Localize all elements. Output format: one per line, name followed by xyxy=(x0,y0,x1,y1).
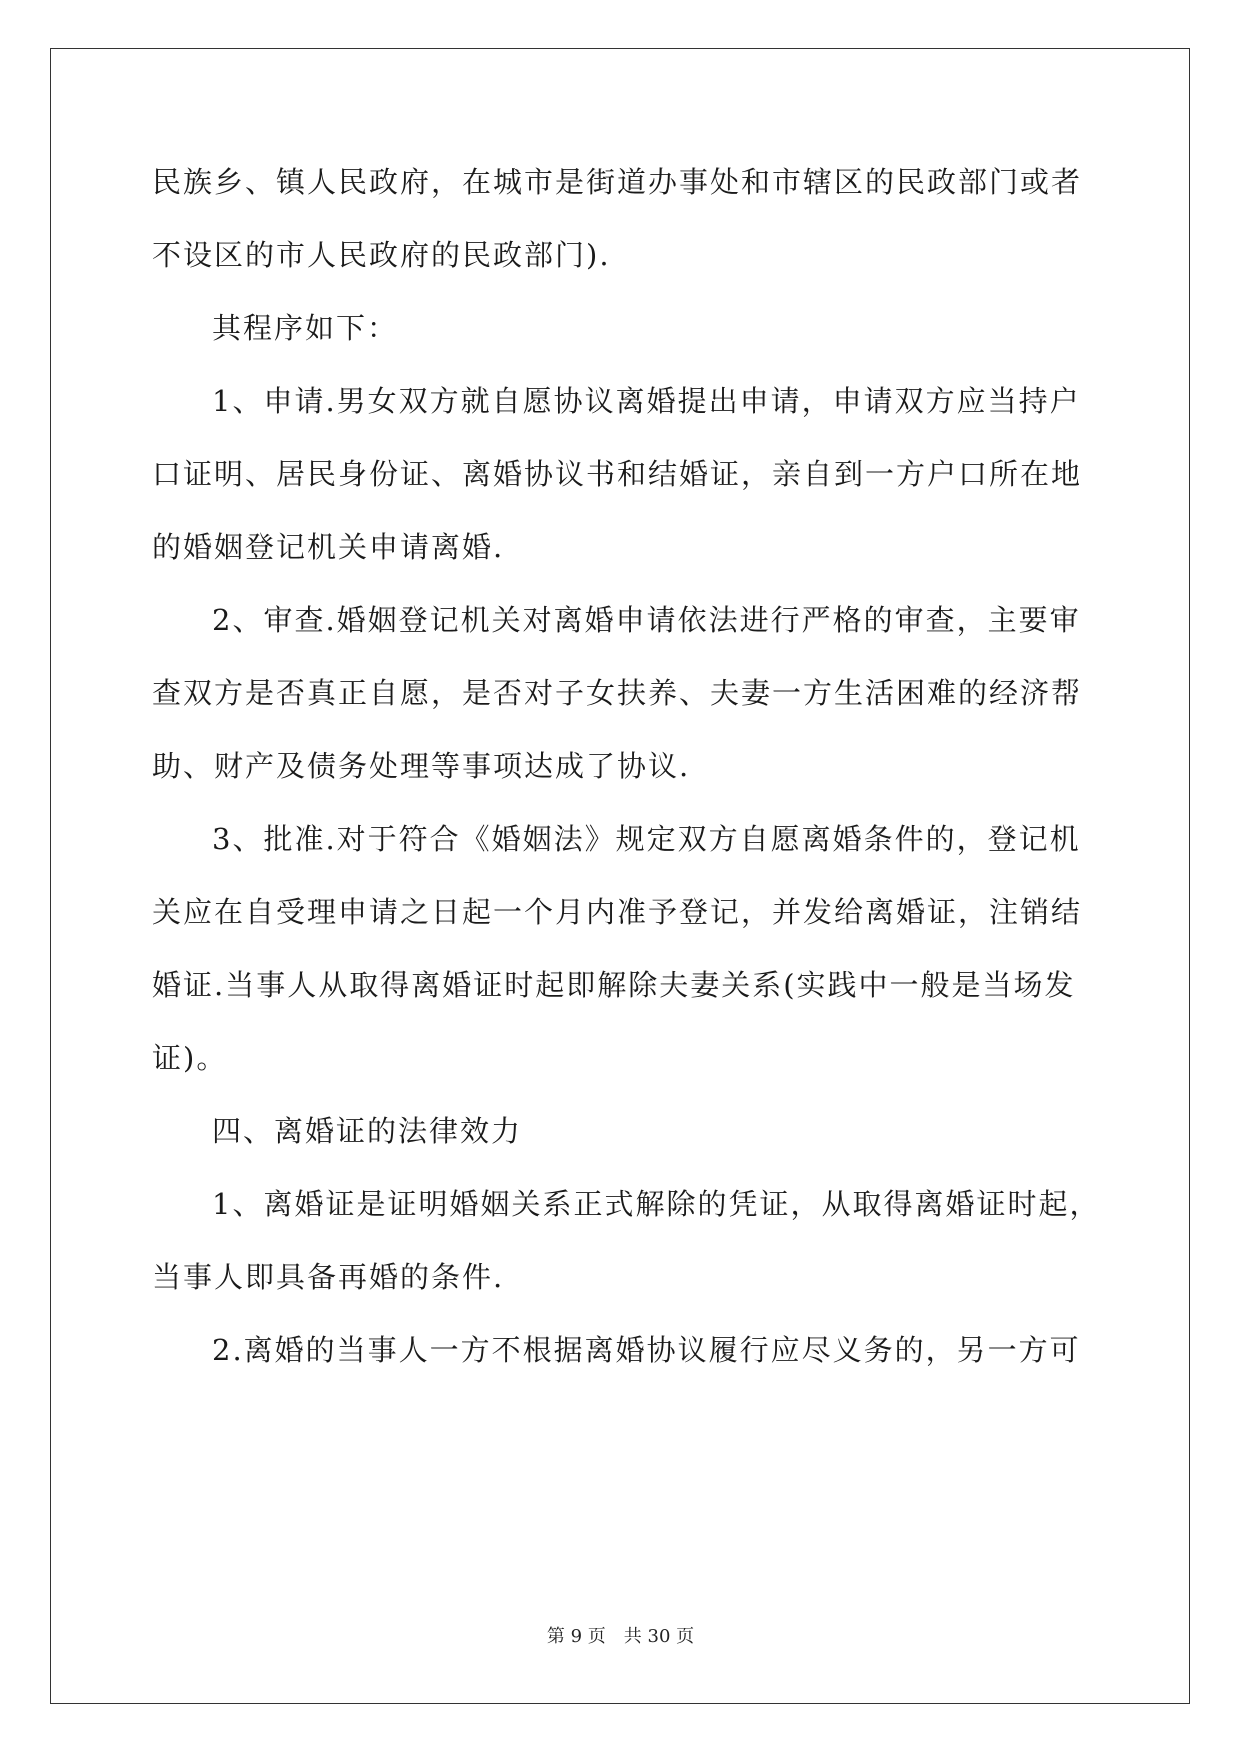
text-line: 不设区的市人民政府的民政部门). xyxy=(152,238,611,272)
text-line: 当事人即具备再婚的条件. xyxy=(152,1260,505,1294)
page-number: 第 9 页 共 30 页 xyxy=(546,1626,695,1647)
text-line: 民族乡、镇人民政府，在城市是街道办事处和市辖区的民政部门或者 xyxy=(152,165,1083,199)
text-line: 口证明、居民身份证、离婚协议书和结婚证，亲自到一方户口所在地 xyxy=(152,457,1083,491)
text-line: 2.离婚的当事人一方不根据离婚协议履行应尽义务的，另一方可 xyxy=(212,1333,1081,1367)
text-line: 助、财产及债务处理等事项达成了协议. xyxy=(152,749,691,783)
text-line: 其程序如下： xyxy=(212,311,399,345)
text-line: 婚证.当事人从取得离婚证时起即解除夫妻关系(实践中一般是当场发 xyxy=(152,968,1076,1002)
text-line: 查双方是否真正自愿，是否对子女扶养、夫妻一方生活困难的经济帮 xyxy=(152,676,1083,710)
text-line: 3、批准.对于符合《婚姻法》规定双方自愿离婚条件的，登记机 xyxy=(212,822,1081,856)
text-line: 1、离婚证是证明婚姻关系正式解除的凭证，从取得离婚证时起， xyxy=(212,1187,1101,1221)
page-border xyxy=(50,48,1190,1704)
text-line: 2、审查.婚姻登记机关对离婚申请依法进行严格的审查，主要审 xyxy=(212,603,1081,637)
text-line: 1、申请.男女双方就自愿协议离婚提出申请，申请双方应当持户 xyxy=(212,384,1081,418)
text-line: 的婚姻登记机关申请离婚. xyxy=(152,530,505,564)
section-heading: 四、离婚证的法律效力 xyxy=(212,1114,523,1148)
text-line: 关应在自受理申请之日起一个月内准予登记，并发给离婚证，注销结 xyxy=(152,895,1083,929)
text-line: 证)。 xyxy=(152,1041,228,1075)
